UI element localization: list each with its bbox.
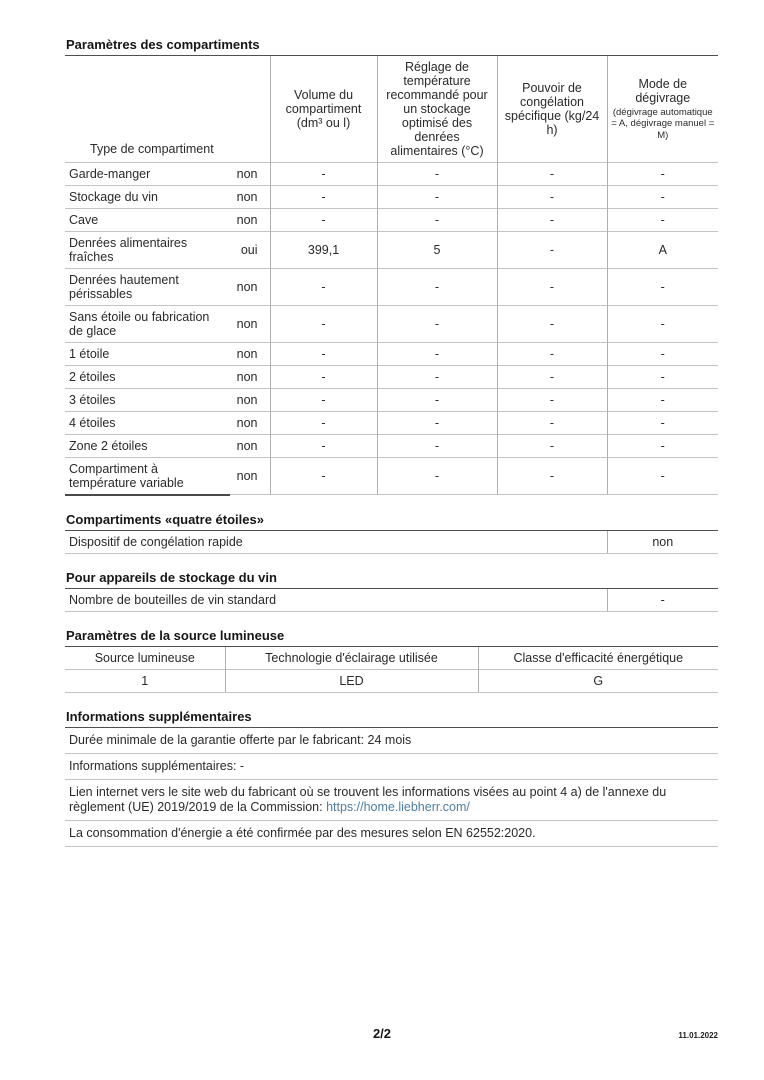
table-row — [65, 231, 718, 268]
document-date: 11.01.2022 — [678, 1031, 718, 1040]
compartment-present-cell: non — [230, 342, 270, 365]
light-source-count-cell: 1 — [65, 669, 225, 692]
volume-cell: - — [270, 342, 377, 365]
defrost-mode-cell: - — [607, 434, 718, 457]
defrost-mode-cell: A — [607, 231, 718, 268]
more-info-row: Informations supplémentaires: - — [65, 754, 718, 780]
compartment-present-cell: non — [230, 185, 270, 208]
compartment-type-cell: Cave — [65, 208, 230, 231]
table-row — [65, 589, 718, 612]
temperature-column-header: Réglage de température recommandé pour un stockage optimisé des denrées alimentaires (°C) — [377, 56, 497, 162]
volume-cell: - — [270, 162, 377, 185]
defrost-mode-cell: - — [607, 457, 718, 495]
light-efficiency-cell: G — [478, 669, 718, 692]
freezing-capacity-cell: - — [497, 342, 607, 365]
volume-cell: - — [270, 208, 377, 231]
compartment-type-cell: Sans étoile ou fabrication de glace — [65, 305, 230, 342]
table-row — [65, 268, 718, 305]
temperature-cell: - — [377, 457, 497, 495]
compartment-type-cell: 2 étoiles — [65, 365, 230, 388]
compartment-present-cell: non — [230, 162, 270, 185]
volume-cell: - — [270, 434, 377, 457]
temperature-cell: - — [377, 342, 497, 365]
table-row — [65, 669, 718, 692]
table-row — [65, 185, 718, 208]
freezing-capacity-cell: - — [497, 411, 607, 434]
compartment-type-cell: 1 étoile — [65, 342, 230, 365]
temperature-cell: - — [377, 388, 497, 411]
temperature-cell: - — [377, 185, 497, 208]
light-technology-cell: LED — [225, 669, 478, 692]
temperature-cell: - — [377, 305, 497, 342]
volume-cell: - — [270, 411, 377, 434]
volume-cell: - — [270, 365, 377, 388]
temperature-cell: 5 — [377, 231, 497, 268]
manufacturer-website-link[interactable]: https://home.liebherr.com/ — [326, 799, 470, 814]
section-title-wine-storage: Pour appareils de stockage du vin — [65, 570, 718, 589]
compartment-present-cell: oui — [230, 231, 270, 268]
defrost-mode-cell: - — [607, 305, 718, 342]
compartment-present-cell: non — [230, 268, 270, 305]
compartment-present-cell: non — [230, 208, 270, 231]
volume-cell: 399,1 — [270, 231, 377, 268]
light-efficiency-column-header: Classe d'efficacité énergétique — [478, 647, 718, 670]
temperature-cell: - — [377, 434, 497, 457]
table-row — [65, 342, 718, 365]
freezing-capacity-cell: - — [497, 457, 607, 495]
section-title-light-source: Paramètres de la source lumineuse — [65, 628, 718, 647]
manufacturer-link-row — [65, 780, 718, 821]
section-title-four-star: Compartiments «quatre étoiles» — [65, 512, 718, 531]
wine-bottles-label: Nombre de bouteilles de vin standard — [65, 589, 607, 612]
temperature-cell: - — [377, 162, 497, 185]
freezing-capacity-cell: - — [497, 185, 607, 208]
volume-cell: - — [270, 268, 377, 305]
volume-cell: - — [270, 388, 377, 411]
volume-cell: - — [270, 185, 377, 208]
wine-bottles-value: - — [607, 589, 718, 612]
compartment-present-cell: non — [230, 365, 270, 388]
defrost-header-label: Mode de dégivrage — [635, 76, 691, 105]
compartment-type-cell: 4 étoiles — [65, 411, 230, 434]
freezing-capacity-cell: - — [497, 268, 607, 305]
section-title-additional-info: Informations supplémentaires — [65, 709, 718, 728]
freezing-capacity-cell: - — [497, 388, 607, 411]
warranty-info-row: Durée minimale de la garantie offerte par le fabricant: 24 mois — [65, 728, 718, 754]
compartment-type-cell: 3 étoiles — [65, 388, 230, 411]
defrost-mode-cell: - — [607, 365, 718, 388]
defrost-column-header — [607, 56, 718, 162]
defrost-header-note: (dégivrage automatique = A, dégivrage manuel = M) — [611, 106, 715, 141]
temperature-cell: - — [377, 411, 497, 434]
page-content — [65, 0, 718, 847]
four-star-table — [65, 531, 718, 554]
freezing-capacity-cell: - — [497, 208, 607, 231]
fast-freeze-value: non — [607, 531, 718, 554]
temperature-cell: - — [377, 208, 497, 231]
compartment-type-cell: Garde-manger — [65, 162, 230, 185]
compartment-present-cell: non — [230, 457, 270, 495]
table-row — [65, 411, 718, 434]
compartments-table — [65, 56, 718, 496]
compartment-present-cell: non — [230, 305, 270, 342]
table-row — [65, 162, 718, 185]
temperature-cell: - — [377, 268, 497, 305]
wine-storage-table — [65, 589, 718, 612]
defrost-mode-cell: - — [607, 208, 718, 231]
light-source-column-header: Source lumineuse — [94, 650, 195, 665]
defrost-mode-cell: - — [607, 411, 718, 434]
page-number: 2/2 — [372, 1026, 392, 1041]
freezing-capacity-cell: - — [497, 305, 607, 342]
compartment-present-cell: non — [230, 434, 270, 457]
table-row — [65, 531, 718, 554]
compartment-type-cell: Denrées alimentaires fraîches — [65, 231, 230, 268]
defrost-mode-cell: - — [607, 388, 718, 411]
compartment-type-cell: Denrées hautement périssables — [65, 268, 230, 305]
compartment-type-cell: Compartiment à température variable — [65, 457, 230, 495]
type-column-header: Type de compartiment — [90, 141, 214, 156]
fast-freeze-label: Dispositif de congélation rapide — [65, 531, 607, 554]
freezing-capacity-cell: - — [497, 162, 607, 185]
table-header-row — [65, 56, 718, 162]
volume-cell: - — [270, 457, 377, 495]
table-row — [65, 365, 718, 388]
volume-cell: - — [270, 305, 377, 342]
manufacturer-link-text: Lien internet vers le site web du fabricant où se trouvent les informations visées au point 4 a) de l'annexe du règlement (UE) 2019/2019 de la Commission: — [69, 784, 667, 814]
energy-measurement-row: La consommation d'énergie a été confirmée par des mesures selon EN 62552:2020. — [65, 821, 718, 847]
table-row — [65, 434, 718, 457]
compartment-type-cell: Zone 2 étoiles — [65, 434, 230, 457]
table-row — [65, 208, 718, 231]
freezing-capacity-cell: - — [497, 231, 607, 268]
volume-column-header: Volume du compartiment (dm³ ou l) — [270, 56, 377, 162]
table-row — [65, 388, 718, 411]
table-row — [65, 305, 718, 342]
section-title-compartments: Paramètres des compartiments — [65, 37, 718, 56]
defrost-mode-cell: - — [607, 342, 718, 365]
defrost-mode-cell: - — [607, 185, 718, 208]
freezing-capacity-cell: - — [497, 434, 607, 457]
table-header-row — [65, 647, 718, 670]
temperature-cell: - — [377, 365, 497, 388]
compartment-present-cell: non — [230, 411, 270, 434]
defrost-mode-cell: - — [607, 162, 718, 185]
defrost-mode-cell: - — [607, 268, 718, 305]
table-row — [65, 457, 718, 495]
compartment-present-cell: non — [230, 388, 270, 411]
light-source-table — [65, 647, 718, 693]
freezing-column-header: Pouvoir de congélation spécifique (kg/24 h) — [497, 56, 607, 162]
light-technology-column-header: Technologie d'éclairage utilisée — [225, 647, 478, 670]
freezing-capacity-cell: - — [497, 365, 607, 388]
compartment-type-cell: Stockage du vin — [65, 185, 230, 208]
